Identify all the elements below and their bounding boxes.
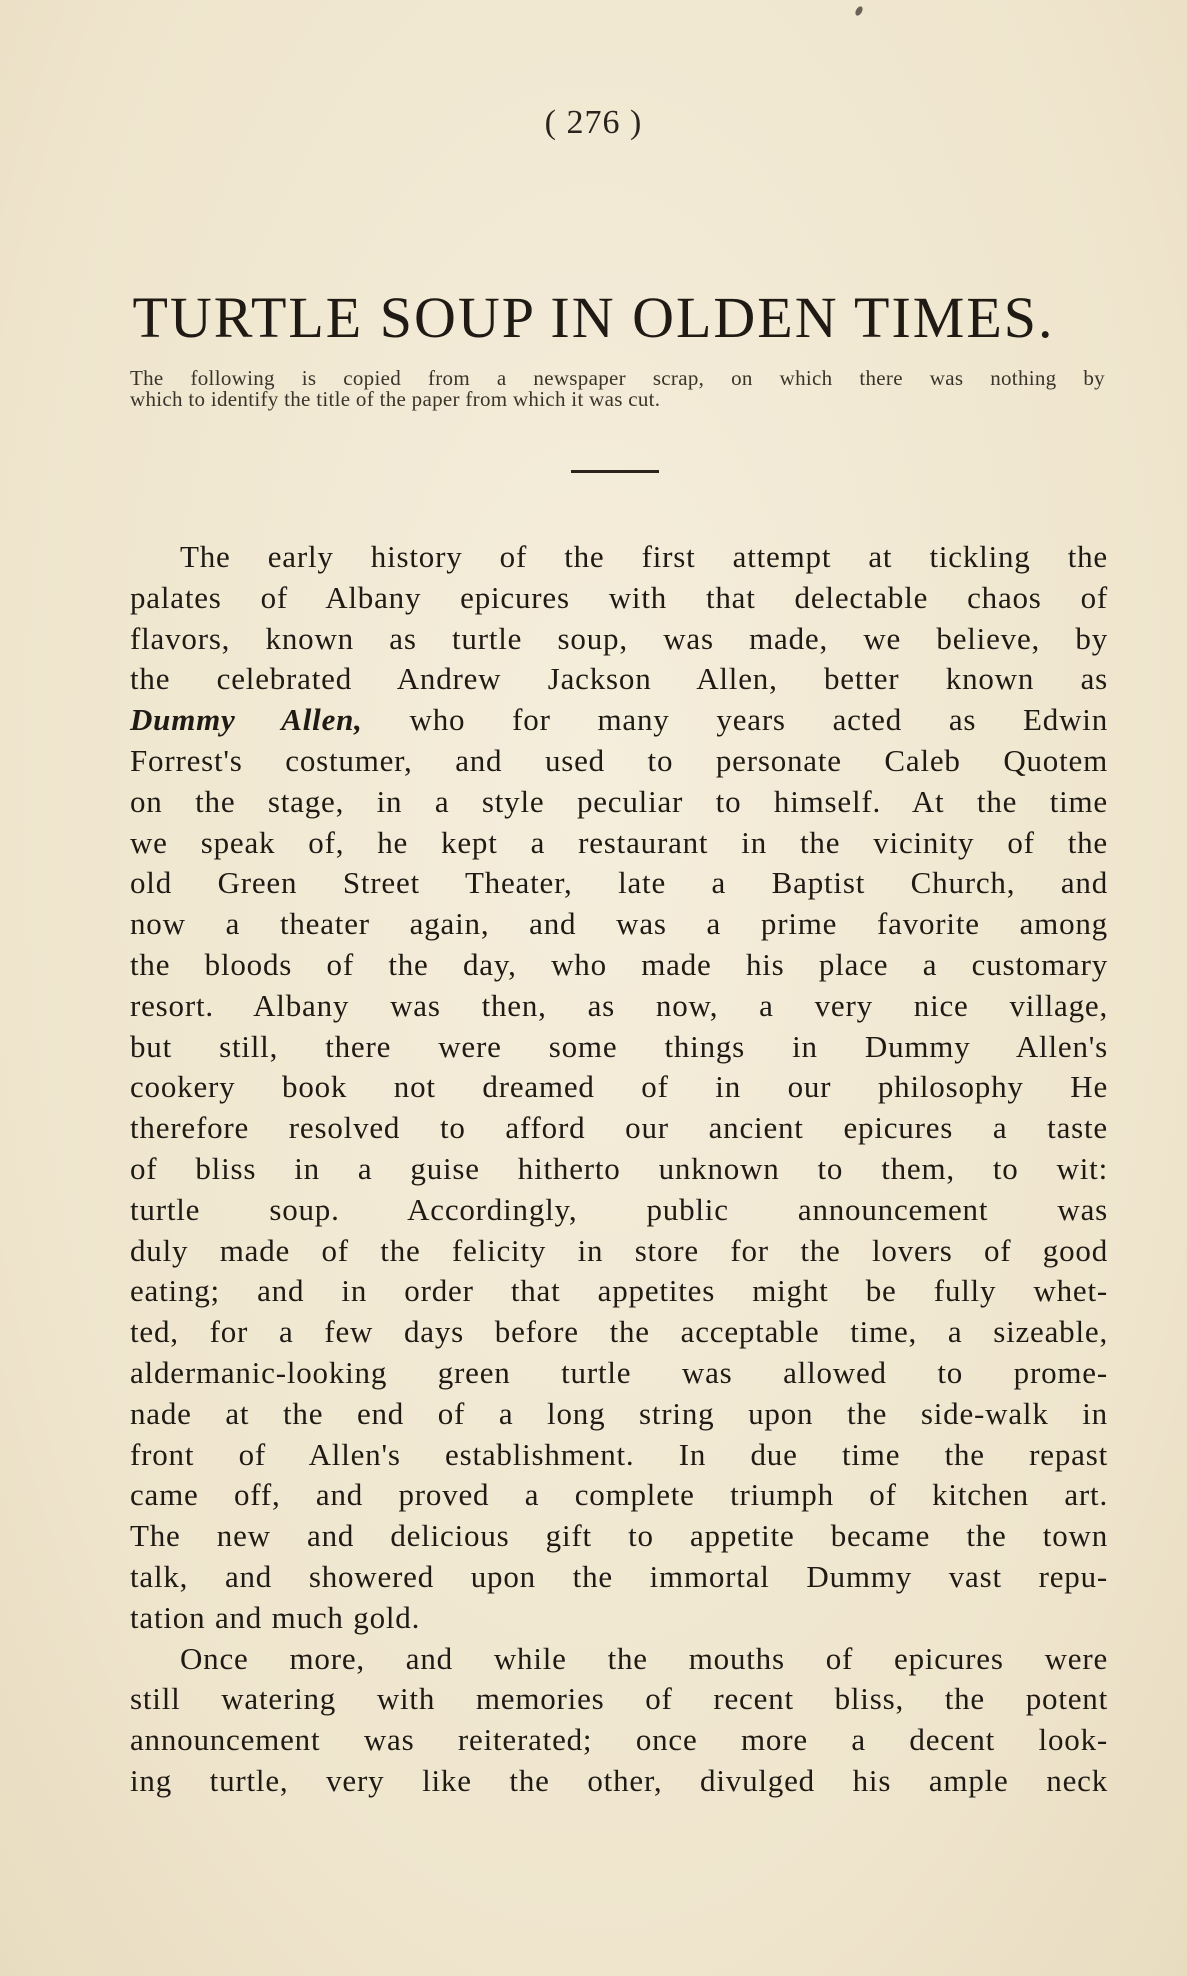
body-line-rest: who for many years acted as Edwin: [362, 702, 1108, 738]
body-line: Once more, and while the mouths of epicures were: [180, 1640, 1108, 1676]
body-line: nade at the end of a long string upon the side-walk in: [130, 1395, 1108, 1431]
body-line: came off, and proved a complete triumph of kitchen art.: [130, 1477, 1108, 1513]
emphasized-name: Dummy Allen,: [130, 702, 363, 738]
body-line: duly made of the felicity in store for the lovers of good: [130, 1232, 1108, 1268]
section-divider: [571, 470, 659, 473]
body-line: now a theater again, and was a prime favorite among: [130, 906, 1108, 942]
body-line: ing turtle, very like the other, divulged his ample neck: [130, 1762, 1108, 1798]
intro-line: The following is copied from a newspaper scrap, on which there was nothing by: [130, 366, 1105, 390]
body-line: front of Allen's establishment. In due time the repast: [130, 1436, 1108, 1472]
body-line: tation and much gold.: [130, 1599, 421, 1635]
body-line: on the stage, in a style peculiar to himself. At the time: [130, 783, 1108, 819]
page-number: ( 276 ): [544, 104, 643, 141]
article-title: TURTLE SOUP IN OLDEN TIMES.: [132, 285, 1055, 350]
body-line: aldermanic-looking green turtle was allowed to prome-: [130, 1354, 1108, 1390]
body-line: turtle soup. Accordingly, public announcement was: [130, 1191, 1108, 1227]
body-line: resort. Albany was then, as now, a very nice village,: [130, 987, 1108, 1023]
body-line: flavors, known as turtle soup, was made, we believe, by: [130, 620, 1108, 656]
intro-line: which to identify the title of the paper from which it was cut.: [130, 387, 661, 411]
body-line: of bliss in a guise hitherto unknown to them, to wit:: [130, 1150, 1108, 1186]
body-line: Forrest's costumer, and used to personate Caleb Quotem: [130, 742, 1108, 778]
body-line: the celebrated Andrew Jackson Allen, better known as: [130, 661, 1108, 697]
body-line: still watering with memories of recent bliss, the potent: [130, 1681, 1108, 1717]
body-line: The new and delicious gift to appetite became the town: [130, 1518, 1108, 1554]
body-line: ted, for a few days before the acceptable time, a sizeable,: [130, 1314, 1108, 1350]
article-body: [130, 537, 1108, 1802]
body-line: old Green Street Theater, late a Baptist Church, and: [130, 865, 1108, 901]
ink-speck: [854, 5, 864, 17]
intro-note: [130, 368, 1105, 410]
body-line: palates of Albany epicures with that delectable chaos of: [130, 579, 1108, 615]
body-line: eating; and in order that appetites might be fully whet-: [130, 1273, 1108, 1309]
body-line: [130, 700, 1108, 741]
body-line: but still, there were some things in Dummy Allen's: [130, 1028, 1108, 1064]
body-line: we speak of, he kept a restaurant in the vicinity of the: [130, 824, 1108, 860]
body-line: the bloods of the day, who made his place a customary: [130, 946, 1108, 982]
body-line: therefore resolved to afford our ancient epicures a taste: [130, 1110, 1108, 1146]
body-line: cookery book not dreamed of in our philosophy He: [130, 1069, 1108, 1105]
body-line: announcement was reiterated; once more a decent look-: [130, 1722, 1108, 1758]
body-line: The early history of the first attempt at tickling the: [180, 539, 1108, 574]
body-line: talk, and showered upon the immortal Dummy vast repu-: [130, 1558, 1108, 1594]
